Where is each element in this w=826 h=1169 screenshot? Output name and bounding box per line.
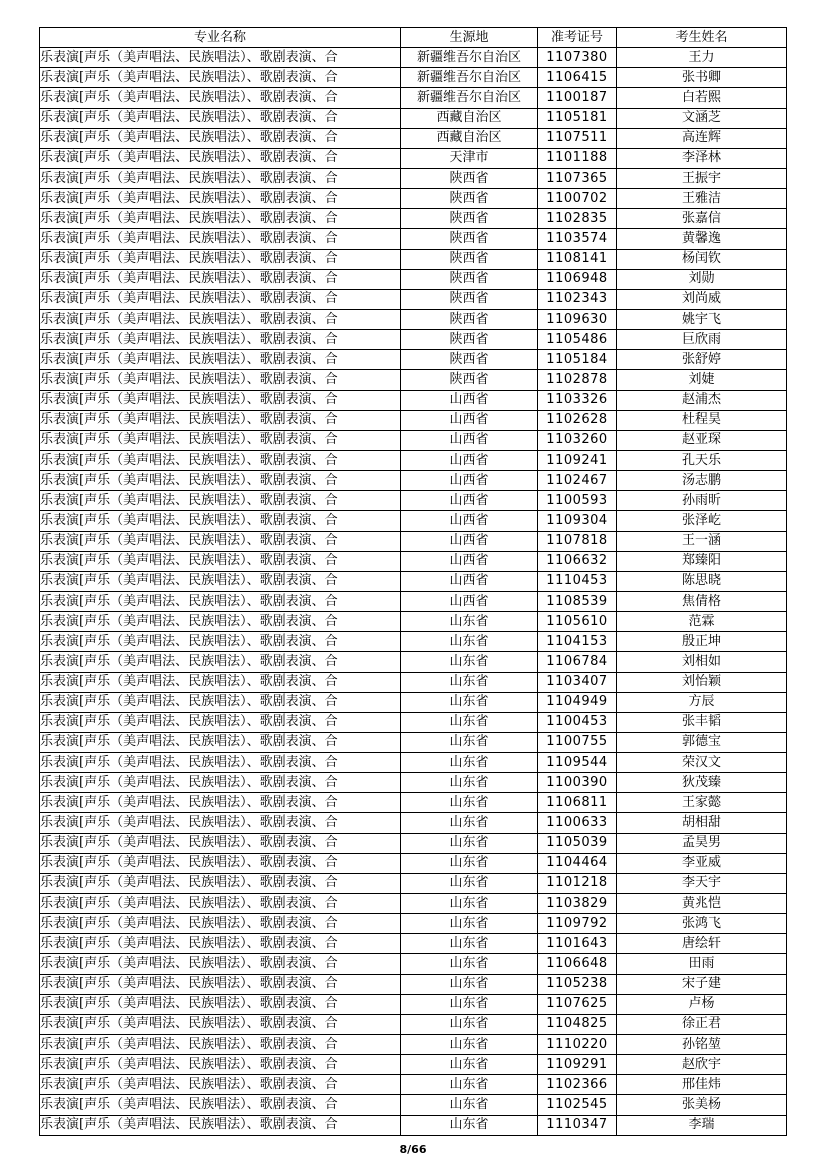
ticket-number-cell: 1105610	[538, 612, 617, 632]
ticket-number-cell: 1106415	[538, 68, 617, 88]
table-row	[40, 511, 787, 531]
origin-cell: 山西省	[401, 511, 538, 531]
major-cell: 乐表演[声乐（美声唱法、民族唱法）、歌剧表演、合	[40, 350, 401, 370]
page-number: 8/66	[399, 1143, 427, 1156]
ticket-number-cell: 1107625	[538, 994, 617, 1014]
student-name-cell: 刘勋	[617, 269, 787, 289]
student-name-cell: 李天宇	[617, 873, 787, 893]
table-row	[40, 471, 787, 491]
student-name-cell: 张泽屹	[617, 511, 787, 531]
student-name-cell: 刘相如	[617, 652, 787, 672]
table-row	[40, 591, 787, 611]
table-row	[40, 68, 787, 88]
student-name-cell: 杨闰钦	[617, 249, 787, 269]
table-row	[40, 672, 787, 692]
origin-cell: 山西省	[401, 531, 538, 551]
student-name-cell: 巨欣雨	[617, 330, 787, 350]
ticket-number-cell: 1101188	[538, 148, 617, 168]
ticket-number-cell: 1106811	[538, 793, 617, 813]
table-row	[40, 873, 787, 893]
table-row	[40, 974, 787, 994]
student-name-cell: 郑臻阳	[617, 551, 787, 571]
origin-cell: 山东省	[401, 692, 538, 712]
student-name-cell: 李瑞	[617, 1115, 787, 1135]
major-cell: 乐表演[声乐（美声唱法、民族唱法）、歌剧表演、合	[40, 1075, 401, 1095]
candidate-table	[39, 27, 787, 1136]
origin-cell: 山东省	[401, 793, 538, 813]
student-name-cell: 刘怡颖	[617, 672, 787, 692]
ticket-number-cell: 1102878	[538, 370, 617, 390]
ticket-number-cell: 1100755	[538, 732, 617, 752]
ticket-number-cell: 1104153	[538, 632, 617, 652]
major-cell: 乐表演[声乐（美声唱法、民族唱法）、歌剧表演、合	[40, 753, 401, 773]
origin-cell: 陕西省	[401, 309, 538, 329]
major-cell: 乐表演[声乐（美声唱法、民族唱法）、歌剧表演、合	[40, 853, 401, 873]
major-cell: 乐表演[声乐（美声唱法、民族唱法）、歌剧表演、合	[40, 189, 401, 209]
table-row	[40, 732, 787, 752]
table-row	[40, 551, 787, 571]
student-name-cell: 焦倩格	[617, 591, 787, 611]
origin-cell: 山东省	[401, 853, 538, 873]
header-ticket-number: 准考证号	[538, 28, 617, 48]
table-row	[40, 692, 787, 712]
table-row	[40, 712, 787, 732]
table-row	[40, 148, 787, 168]
student-name-cell: 陈思晓	[617, 571, 787, 591]
table-row	[40, 1014, 787, 1034]
origin-cell: 山东省	[401, 894, 538, 914]
table-row	[40, 612, 787, 632]
table-row	[40, 390, 787, 410]
major-cell: 乐表演[声乐（美声唱法、民族唱法）、歌剧表演、合	[40, 128, 401, 148]
major-cell: 乐表演[声乐（美声唱法、民族唱法）、歌剧表演、合	[40, 612, 401, 632]
origin-cell: 山东省	[401, 652, 538, 672]
major-cell: 乐表演[声乐（美声唱法、民族唱法）、歌剧表演、合	[40, 450, 401, 470]
major-cell: 乐表演[声乐（美声唱法、民族唱法）、歌剧表演、合	[40, 1014, 401, 1034]
ticket-number-cell: 1104949	[538, 692, 617, 712]
table-row	[40, 350, 787, 370]
table-row	[40, 571, 787, 591]
table-row	[40, 48, 787, 68]
table-row	[40, 1055, 787, 1075]
origin-cell: 山西省	[401, 450, 538, 470]
major-cell: 乐表演[声乐（美声唱法、民族唱法）、歌剧表演、合	[40, 652, 401, 672]
major-cell: 乐表演[声乐（美声唱法、民族唱法）、歌剧表演、合	[40, 773, 401, 793]
table-row	[40, 652, 787, 672]
major-cell: 乐表演[声乐（美声唱法、民族唱法）、歌剧表演、合	[40, 48, 401, 68]
header-major: 专业名称	[40, 28, 401, 48]
student-name-cell: 王振宇	[617, 168, 787, 188]
ticket-number-cell: 1100453	[538, 712, 617, 732]
origin-cell: 山东省	[401, 974, 538, 994]
major-cell: 乐表演[声乐（美声唱法、民族唱法）、歌剧表演、合	[40, 692, 401, 712]
student-name-cell: 赵欣宇	[617, 1055, 787, 1075]
table-row	[40, 853, 787, 873]
major-cell: 乐表演[声乐（美声唱法、民族唱法）、歌剧表演、合	[40, 954, 401, 974]
table-row	[40, 632, 787, 652]
origin-cell: 山东省	[401, 672, 538, 692]
origin-cell: 山西省	[401, 390, 538, 410]
major-cell: 乐表演[声乐（美声唱法、民族唱法）、歌剧表演、合	[40, 1055, 401, 1075]
student-name-cell: 王雅洁	[617, 189, 787, 209]
ticket-number-cell: 1103326	[538, 390, 617, 410]
student-name-cell: 姚宇飞	[617, 309, 787, 329]
major-cell: 乐表演[声乐（美声唱法、民族唱法）、歌剧表演、合	[40, 813, 401, 833]
ticket-number-cell: 1104825	[538, 1014, 617, 1034]
ticket-number-cell: 1107818	[538, 531, 617, 551]
major-cell: 乐表演[声乐（美声唱法、民族唱法）、歌剧表演、合	[40, 430, 401, 450]
ticket-number-cell: 1110220	[538, 1035, 617, 1055]
major-cell: 乐表演[声乐（美声唱法、民族唱法）、歌剧表演、合	[40, 894, 401, 914]
major-cell: 乐表演[声乐（美声唱法、民族唱法）、歌剧表演、合	[40, 873, 401, 893]
table-row	[40, 1115, 787, 1135]
header-origin: 生源地	[401, 28, 538, 48]
student-name-cell: 汤志鹏	[617, 471, 787, 491]
student-name-cell: 狄茂臻	[617, 773, 787, 793]
student-name-cell: 宋子建	[617, 974, 787, 994]
ticket-number-cell: 1103407	[538, 672, 617, 692]
major-cell: 乐表演[声乐（美声唱法、民族唱法）、歌剧表演、合	[40, 390, 401, 410]
student-name-cell: 刘尚威	[617, 289, 787, 309]
origin-cell: 山西省	[401, 551, 538, 571]
major-cell: 乐表演[声乐（美声唱法、民族唱法）、歌剧表演、合	[40, 330, 401, 350]
major-cell: 乐表演[声乐（美声唱法、民族唱法）、歌剧表演、合	[40, 974, 401, 994]
ticket-number-cell: 1102628	[538, 410, 617, 430]
ticket-number-cell: 1100702	[538, 189, 617, 209]
origin-cell: 山东省	[401, 773, 538, 793]
table-row	[40, 330, 787, 350]
student-name-cell: 孔天乐	[617, 450, 787, 470]
student-name-cell: 王一涵	[617, 531, 787, 551]
table-row	[40, 88, 787, 108]
ticket-number-cell: 1108539	[538, 591, 617, 611]
ticket-number-cell: 1100593	[538, 491, 617, 511]
origin-cell: 山东省	[401, 712, 538, 732]
ticket-number-cell: 1107380	[538, 48, 617, 68]
major-cell: 乐表演[声乐（美声唱法、民族唱法）、歌剧表演、合	[40, 168, 401, 188]
ticket-number-cell: 1109544	[538, 753, 617, 773]
table-row	[40, 1035, 787, 1055]
table-row	[40, 773, 787, 793]
major-cell: 乐表演[声乐（美声唱法、民族唱法）、歌剧表演、合	[40, 732, 401, 752]
student-name-cell: 郭德宝	[617, 732, 787, 752]
ticket-number-cell: 1109291	[538, 1055, 617, 1075]
major-cell: 乐表演[声乐（美声唱法、民族唱法）、歌剧表演、合	[40, 934, 401, 954]
table-row	[40, 994, 787, 1014]
student-name-cell: 黄馨逸	[617, 229, 787, 249]
header-row	[40, 28, 787, 48]
major-cell: 乐表演[声乐（美声唱法、民族唱法）、歌剧表演、合	[40, 914, 401, 934]
header-student-name: 考生姓名	[617, 28, 787, 48]
student-name-cell: 徐正君	[617, 1014, 787, 1034]
origin-cell: 陕西省	[401, 350, 538, 370]
table-row	[40, 370, 787, 390]
origin-cell: 山东省	[401, 1075, 538, 1095]
student-name-cell: 王力	[617, 48, 787, 68]
table-row	[40, 189, 787, 209]
origin-cell: 山西省	[401, 471, 538, 491]
student-name-cell: 王家懿	[617, 793, 787, 813]
student-name-cell: 杜程昊	[617, 410, 787, 430]
table-row	[40, 833, 787, 853]
origin-cell: 陕西省	[401, 189, 538, 209]
origin-cell: 山东省	[401, 1014, 538, 1034]
table-row	[40, 894, 787, 914]
origin-cell: 西藏自治区	[401, 128, 538, 148]
origin-cell: 天津市	[401, 148, 538, 168]
major-cell: 乐表演[声乐（美声唱法、民族唱法）、歌剧表演、合	[40, 672, 401, 692]
origin-cell: 陕西省	[401, 289, 538, 309]
major-cell: 乐表演[声乐（美声唱法、民族唱法）、歌剧表演、合	[40, 148, 401, 168]
student-name-cell: 文涵芝	[617, 108, 787, 128]
table-row	[40, 813, 787, 833]
origin-cell: 山东省	[401, 1035, 538, 1055]
table-row	[40, 793, 787, 813]
table-header	[40, 28, 787, 48]
origin-cell: 山西省	[401, 591, 538, 611]
origin-cell: 山西省	[401, 410, 538, 430]
major-cell: 乐表演[声乐（美声唱法、民族唱法）、歌剧表演、合	[40, 108, 401, 128]
origin-cell: 山东省	[401, 833, 538, 853]
major-cell: 乐表演[声乐（美声唱法、民族唱法）、歌剧表演、合	[40, 289, 401, 309]
ticket-number-cell: 1105184	[538, 350, 617, 370]
ticket-number-cell: 1103574	[538, 229, 617, 249]
table-row	[40, 249, 787, 269]
student-name-cell: 张书卿	[617, 68, 787, 88]
ticket-number-cell: 1100633	[538, 813, 617, 833]
origin-cell: 山东省	[401, 934, 538, 954]
major-cell: 乐表演[声乐（美声唱法、民族唱法）、歌剧表演、合	[40, 793, 401, 813]
ticket-number-cell: 1105039	[538, 833, 617, 853]
major-cell: 乐表演[声乐（美声唱法、民族唱法）、歌剧表演、合	[40, 712, 401, 732]
table-row	[40, 934, 787, 954]
student-name-cell: 刘婕	[617, 370, 787, 390]
origin-cell: 山东省	[401, 954, 538, 974]
ticket-number-cell: 1103260	[538, 430, 617, 450]
major-cell: 乐表演[声乐（美声唱法、民族唱法）、歌剧表演、合	[40, 571, 401, 591]
student-name-cell: 孙铭堃	[617, 1035, 787, 1055]
table-row	[40, 269, 787, 289]
student-name-cell: 李亚威	[617, 853, 787, 873]
origin-cell: 山东省	[401, 612, 538, 632]
origin-cell: 陕西省	[401, 249, 538, 269]
ticket-number-cell: 1101218	[538, 873, 617, 893]
origin-cell: 陕西省	[401, 370, 538, 390]
major-cell: 乐表演[声乐（美声唱法、民族唱法）、歌剧表演、合	[40, 471, 401, 491]
origin-cell: 陕西省	[401, 330, 538, 350]
table-row	[40, 430, 787, 450]
student-name-cell: 唐绘轩	[617, 934, 787, 954]
major-cell: 乐表演[声乐（美声唱法、民族唱法）、歌剧表演、合	[40, 309, 401, 329]
origin-cell: 新疆维吾尔自治区	[401, 68, 538, 88]
major-cell: 乐表演[声乐（美声唱法、民族唱法）、歌剧表演、合	[40, 68, 401, 88]
student-name-cell: 张美杨	[617, 1095, 787, 1115]
student-name-cell: 孙雨昕	[617, 491, 787, 511]
student-name-cell: 殷正坤	[617, 632, 787, 652]
ticket-number-cell: 1102343	[538, 289, 617, 309]
major-cell: 乐表演[声乐（美声唱法、民族唱法）、歌剧表演、合	[40, 269, 401, 289]
origin-cell: 山西省	[401, 430, 538, 450]
ticket-number-cell: 1103829	[538, 894, 617, 914]
major-cell: 乐表演[声乐（美声唱法、民族唱法）、歌剧表演、合	[40, 1035, 401, 1055]
major-cell: 乐表演[声乐（美声唱法、民族唱法）、歌剧表演、合	[40, 632, 401, 652]
major-cell: 乐表演[声乐（美声唱法、民族唱法）、歌剧表演、合	[40, 994, 401, 1014]
ticket-number-cell: 1105486	[538, 330, 617, 350]
table-row	[40, 289, 787, 309]
major-cell: 乐表演[声乐（美声唱法、民族唱法）、歌剧表演、合	[40, 410, 401, 430]
origin-cell: 山东省	[401, 873, 538, 893]
table-row	[40, 128, 787, 148]
table-row	[40, 531, 787, 551]
table-body	[40, 48, 787, 1136]
ticket-number-cell: 1100187	[538, 88, 617, 108]
student-name-cell: 田雨	[617, 954, 787, 974]
table-row	[40, 753, 787, 773]
origin-cell: 新疆维吾尔自治区	[401, 88, 538, 108]
origin-cell: 陕西省	[401, 209, 538, 229]
ticket-number-cell: 1105238	[538, 974, 617, 994]
ticket-number-cell: 1109241	[538, 450, 617, 470]
origin-cell: 山东省	[401, 1095, 538, 1115]
origin-cell: 山东省	[401, 632, 538, 652]
ticket-number-cell: 1107511	[538, 128, 617, 148]
table-row	[40, 1075, 787, 1095]
major-cell: 乐表演[声乐（美声唱法、民族唱法）、歌剧表演、合	[40, 551, 401, 571]
table-row	[40, 914, 787, 934]
student-name-cell: 黄兆恺	[617, 894, 787, 914]
student-name-cell: 卢杨	[617, 994, 787, 1014]
major-cell: 乐表演[声乐（美声唱法、民族唱法）、歌剧表演、合	[40, 833, 401, 853]
ticket-number-cell: 1108141	[538, 249, 617, 269]
student-name-cell: 孟昊男	[617, 833, 787, 853]
origin-cell: 山西省	[401, 491, 538, 511]
origin-cell: 陕西省	[401, 229, 538, 249]
origin-cell: 陕西省	[401, 269, 538, 289]
student-name-cell: 李泽林	[617, 148, 787, 168]
ticket-number-cell: 1106948	[538, 269, 617, 289]
ticket-number-cell: 1102835	[538, 209, 617, 229]
ticket-number-cell: 1106632	[538, 551, 617, 571]
student-name-cell: 方辰	[617, 692, 787, 712]
student-name-cell: 赵亚琛	[617, 430, 787, 450]
major-cell: 乐表演[声乐（美声唱法、民族唱法）、歌剧表演、合	[40, 1115, 401, 1135]
ticket-number-cell: 1110453	[538, 571, 617, 591]
table-row	[40, 954, 787, 974]
student-name-cell: 胡相甜	[617, 813, 787, 833]
major-cell: 乐表演[声乐（美声唱法、民族唱法）、歌剧表演、合	[40, 1095, 401, 1115]
origin-cell: 新疆维吾尔自治区	[401, 48, 538, 68]
major-cell: 乐表演[声乐（美声唱法、民族唱法）、歌剧表演、合	[40, 370, 401, 390]
table-row	[40, 491, 787, 511]
table-row	[40, 209, 787, 229]
student-name-cell: 张嘉信	[617, 209, 787, 229]
student-name-cell: 张鸿飞	[617, 914, 787, 934]
major-cell: 乐表演[声乐（美声唱法、民族唱法）、歌剧表演、合	[40, 249, 401, 269]
ticket-number-cell: 1109792	[538, 914, 617, 934]
table-row	[40, 108, 787, 128]
student-name-cell: 张舒婷	[617, 350, 787, 370]
major-cell: 乐表演[声乐（美声唱法、民族唱法）、歌剧表演、合	[40, 491, 401, 511]
origin-cell: 山东省	[401, 914, 538, 934]
table-row	[40, 309, 787, 329]
origin-cell: 陕西省	[401, 168, 538, 188]
major-cell: 乐表演[声乐（美声唱法、民族唱法）、歌剧表演、合	[40, 209, 401, 229]
student-name-cell: 高连辉	[617, 128, 787, 148]
ticket-number-cell: 1109304	[538, 511, 617, 531]
origin-cell: 山东省	[401, 732, 538, 752]
ticket-number-cell: 1107365	[538, 168, 617, 188]
ticket-number-cell: 1106648	[538, 954, 617, 974]
ticket-number-cell: 1102366	[538, 1075, 617, 1095]
student-name-cell: 范霖	[617, 612, 787, 632]
table-row	[40, 450, 787, 470]
student-name-cell: 张丰韬	[617, 712, 787, 732]
ticket-number-cell: 1110347	[538, 1115, 617, 1135]
table-row	[40, 168, 787, 188]
ticket-number-cell: 1102467	[538, 471, 617, 491]
major-cell: 乐表演[声乐（美声唱法、民族唱法）、歌剧表演、合	[40, 531, 401, 551]
table-row	[40, 229, 787, 249]
ticket-number-cell: 1100390	[538, 773, 617, 793]
student-name-cell: 荣汉文	[617, 753, 787, 773]
origin-cell: 山东省	[401, 813, 538, 833]
origin-cell: 山东省	[401, 1055, 538, 1075]
origin-cell: 山东省	[401, 994, 538, 1014]
ticket-number-cell: 1106784	[538, 652, 617, 672]
ticket-number-cell: 1105181	[538, 108, 617, 128]
ticket-number-cell: 1101643	[538, 934, 617, 954]
origin-cell: 山东省	[401, 753, 538, 773]
ticket-number-cell: 1109630	[538, 309, 617, 329]
student-name-cell: 邢佳炜	[617, 1075, 787, 1095]
table-row	[40, 1095, 787, 1115]
table-row	[40, 410, 787, 430]
origin-cell: 山东省	[401, 1115, 538, 1135]
ticket-number-cell: 1104464	[538, 853, 617, 873]
major-cell: 乐表演[声乐（美声唱法、民族唱法）、歌剧表演、合	[40, 511, 401, 531]
major-cell: 乐表演[声乐（美声唱法、民族唱法）、歌剧表演、合	[40, 229, 401, 249]
ticket-number-cell: 1102545	[538, 1095, 617, 1115]
major-cell: 乐表演[声乐（美声唱法、民族唱法）、歌剧表演、合	[40, 88, 401, 108]
origin-cell: 西藏自治区	[401, 108, 538, 128]
student-name-cell: 赵浦杰	[617, 390, 787, 410]
student-name-cell: 白若熙	[617, 88, 787, 108]
origin-cell: 山西省	[401, 571, 538, 591]
major-cell: 乐表演[声乐（美声唱法、民族唱法）、歌剧表演、合	[40, 591, 401, 611]
